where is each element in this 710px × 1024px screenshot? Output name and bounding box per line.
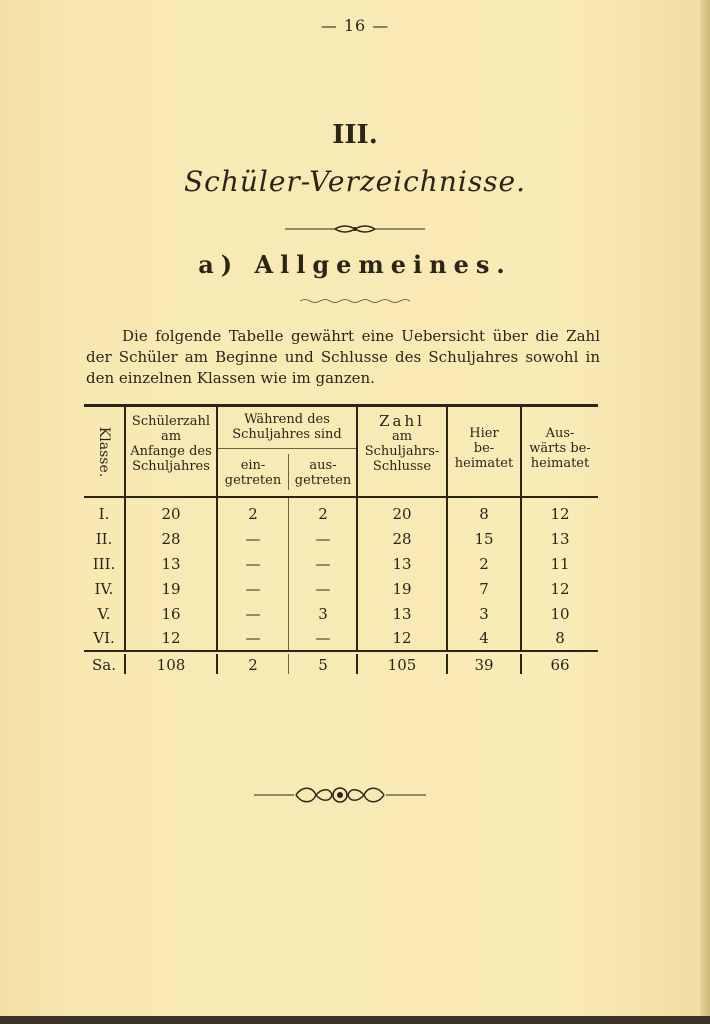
table-row: IV. 19 — — 19 7 12	[94, 580, 570, 598]
short-rule-icon	[300, 298, 410, 304]
header-ausgetreten: aus- getreten	[294, 458, 352, 488]
page-bottom-edge	[0, 1016, 710, 1024]
header-waehrend: Während des Schuljahres sind	[232, 412, 342, 442]
col-divider-thin	[288, 454, 289, 490]
header-anfang: Schülerzahl am Anfange des Schuljahres	[130, 414, 212, 474]
section-number: III.	[332, 120, 378, 150]
header-split-rule	[218, 448, 356, 449]
page-number: — 16 —	[320, 16, 390, 35]
header-schluss: Zahl am Schuljahrs- Schlusse	[364, 412, 440, 474]
sum-row: Sa. 108 2 5 105 39 66	[92, 656, 570, 674]
table-row: VI. 12 — — 12 4 8	[93, 629, 565, 647]
end-ornament-icon	[250, 782, 430, 808]
header-eingetreten: ein- getreten	[224, 458, 282, 488]
table-row: III. 13 — — 13 2 11	[92, 555, 570, 573]
header-hier: Hier be- heimatet	[454, 426, 514, 471]
header-auswaerts: Aus- wärts be- heimatet	[529, 426, 591, 471]
table-row: V. 16 — 3 13 3 10	[97, 605, 570, 623]
intro-paragraph: Die folgende Tabelle gewährt eine Uebersicht über die Zahl der Schüler am Beginne und Schlusse des Schuljahres sowohl in den einzelnen Klassen wie im ganzen.	[86, 327, 600, 387]
header-klasse: Klasse.	[96, 426, 113, 478]
table-row: I. 20 2 2 20 8 12	[98, 505, 570, 523]
page-title: Schüler-Verzeichnisse.	[183, 165, 527, 198]
section-subtitle: a) Allgemeines.	[198, 250, 512, 279]
page-edge	[700, 0, 710, 1024]
divider-ornament-icon	[285, 222, 425, 236]
table-row: II. 28 — — 28 15 13	[95, 530, 570, 548]
